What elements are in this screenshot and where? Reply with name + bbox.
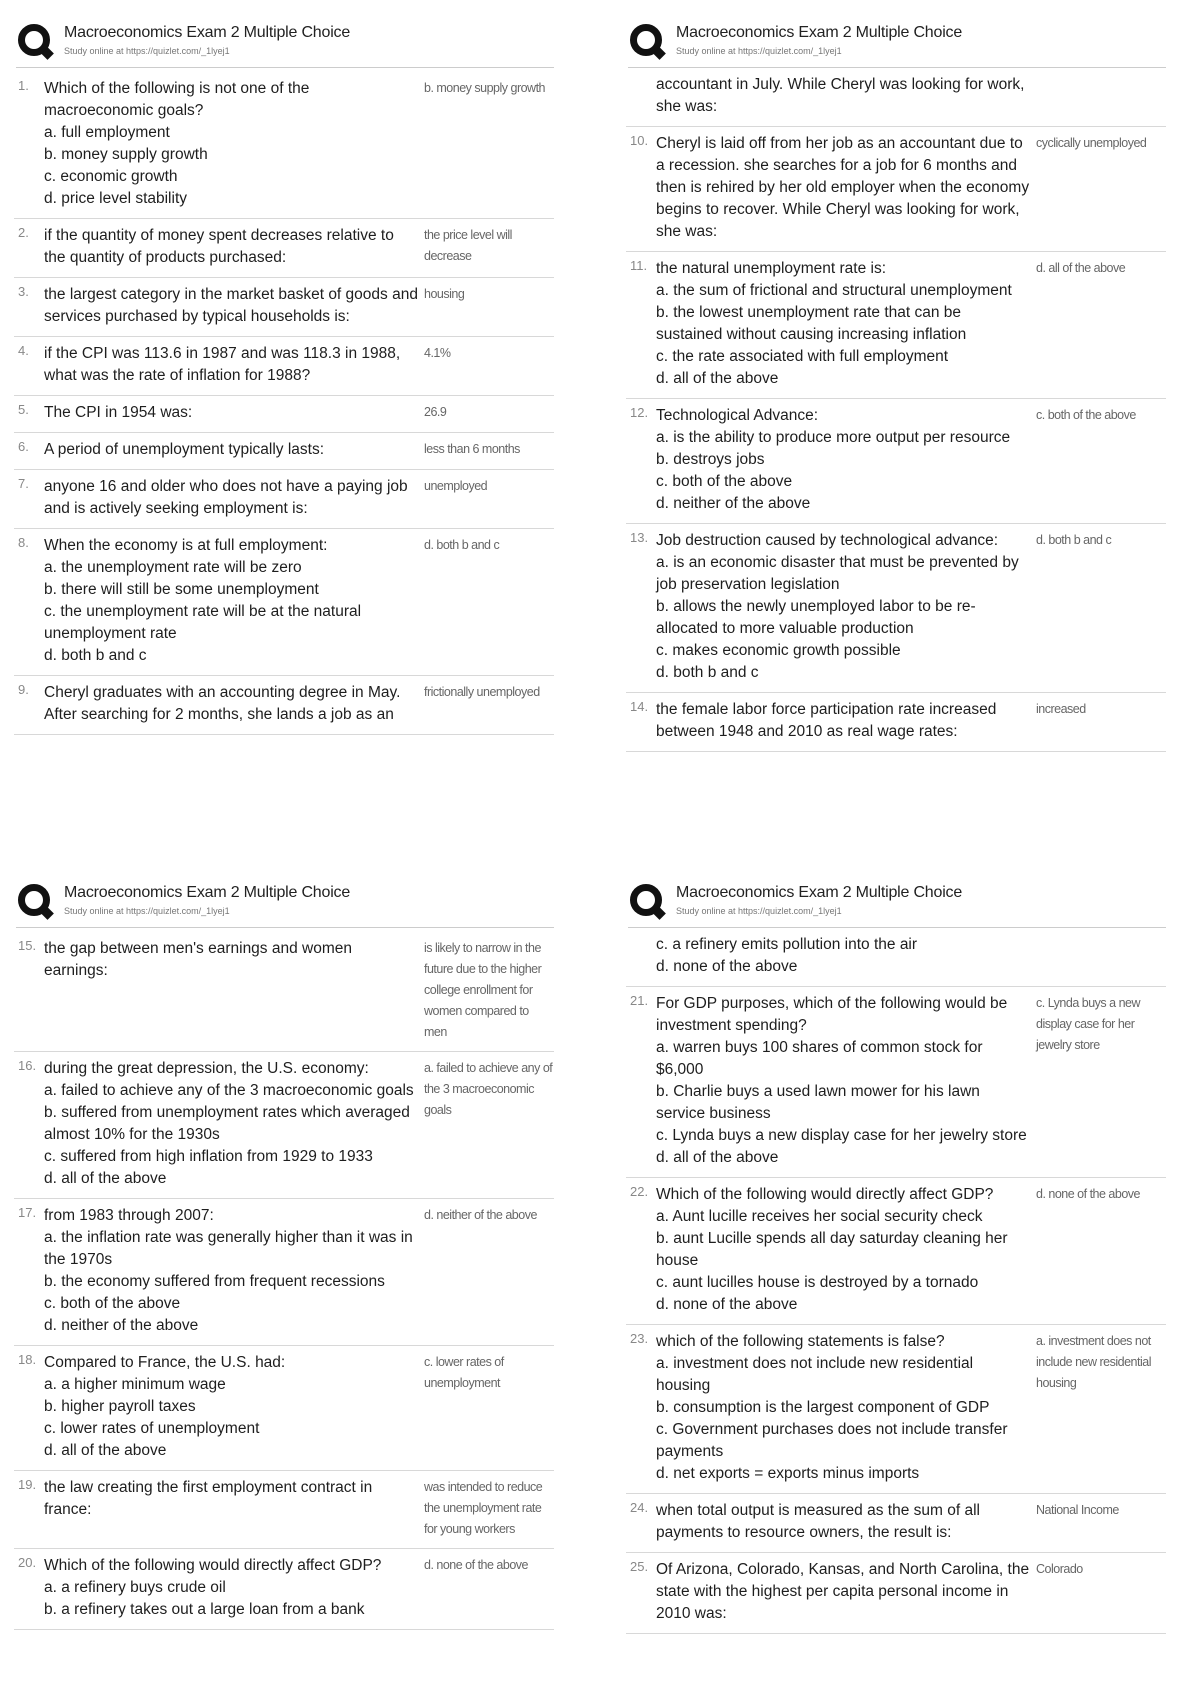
answer-option: b. money supply growth [44, 146, 208, 163]
answer-option: c. the unemployment rate will be at the natural unemployment rate [44, 603, 362, 642]
quizlet-logo-icon [18, 24, 50, 56]
answer-option: a. is an economic disaster that must be prevented by job preservation legislation [656, 554, 1019, 593]
question-text [44, 1205, 424, 1337]
answer-option: d. both b and c [656, 664, 759, 681]
page-subtitle: Study online at https://quizlet.com/_1lyej1 [64, 46, 230, 56]
question-text [656, 699, 1036, 743]
question-stem: Cheryl graduates with an accounting degree in May. After searching for 2 months, she lands a job as an [44, 684, 401, 723]
page-subtitle: Study online at https://quizlet.com/_1lyej1 [676, 46, 842, 56]
question-text [656, 405, 1036, 515]
answer-option: b. there will still be some unemployment [44, 581, 319, 598]
card-continuation [626, 72, 1166, 127]
question-number [626, 74, 656, 118]
answer-text: frictionally unemployed [424, 685, 540, 699]
answer-text: b. money supply growth [424, 81, 546, 95]
question-text [656, 530, 1036, 684]
question-card [626, 987, 1166, 1178]
page-4 [626, 878, 1186, 1678]
answer-option: b. destroys jobs [656, 451, 765, 468]
header-divider [16, 67, 554, 68]
question-stem: Of Arizona, Colorado, Kansas, and North Carolina, the state with the highest per capita personal income in 2010 was: [656, 1561, 1030, 1622]
answer-option: b. a refinery takes out a large loan from a bank [44, 1601, 365, 1618]
answer-text: unemployed [424, 479, 488, 493]
question-stem: When the economy is at full employment: [44, 537, 328, 554]
page-title: Macroeconomics Exam 2 Multiple Choice [676, 884, 963, 901]
answer-option: d. none of the above [656, 958, 798, 975]
question-stem: Compared to France, the U.S. had: [44, 1354, 286, 1371]
answer-text: d. both b and c [1036, 533, 1112, 547]
question-number: 11. [630, 258, 648, 273]
question-stem: the female labor force participation rate increased between 1948 and 2010 as real wage rates: [656, 701, 997, 740]
question-card [14, 72, 554, 219]
question-number: 10. [630, 133, 649, 148]
question-card [14, 932, 554, 1052]
answer-text: d. neither of the above [424, 1208, 537, 1222]
question-stem: the gap between men's earnings and women earnings: [44, 940, 352, 979]
quizlet-logo-icon [630, 24, 662, 56]
answer-option: b. allows the newly unemployed labor to be re-allocated to more valuable production [656, 598, 976, 637]
question-text [656, 1500, 1036, 1544]
question-stem: Which of the following would directly affect GDP? [44, 1557, 382, 1574]
question-text [44, 225, 424, 269]
question-number: 13. [630, 530, 649, 545]
question-number: 24. [630, 1500, 649, 1515]
question-stem: the largest category in the market basket of goods and services purchased by typical households is: [44, 286, 418, 325]
question-card [626, 693, 1166, 752]
answer-text: a. investment does not include new residential housing [1036, 1334, 1151, 1390]
question-number: 20. [18, 1555, 37, 1570]
question-number: 1. [18, 78, 29, 93]
answer-option: a. is the ability to produce more output per resource [656, 429, 1011, 446]
question-stem: from 1983 through 2007: [44, 1207, 214, 1224]
answer-option: d. all of the above [44, 1170, 167, 1187]
question-card [626, 1325, 1166, 1494]
question-stem: Which of the following would directly affect GDP? [656, 1186, 994, 1203]
answer-text: was intended to reduce the unemployment rate for young workers [424, 1480, 543, 1536]
question-stem: The CPI in 1954 was: [44, 404, 193, 421]
answer-text [1036, 74, 1166, 118]
question-text [44, 439, 424, 461]
page-title: Macroeconomics Exam 2 Multiple Choice [64, 24, 351, 41]
answer-option: d. net exports = exports minus imports [656, 1465, 920, 1482]
question-text [44, 284, 424, 328]
answer-option: b. aunt Lucille spends all day saturday cleaning her house [656, 1230, 1008, 1269]
answer-option: a. Aunt lucille receives her social security check [656, 1208, 983, 1225]
question-card [14, 337, 554, 396]
header-divider [16, 927, 554, 928]
answer-option: d. all of the above [656, 370, 779, 387]
question-text [656, 993, 1036, 1169]
question-stem: For GDP purposes, which of the following would be investment spending? [656, 995, 1008, 1034]
question-number: 7. [18, 476, 29, 491]
question-card [14, 396, 554, 433]
answer-option: c. both of the above [44, 1295, 181, 1312]
question-number: 19. [18, 1477, 37, 1492]
question-number [626, 934, 656, 978]
answer-option: c. Government purchases does not include transfer payments [656, 1421, 1008, 1460]
question-card [14, 1346, 554, 1471]
question-text [44, 1555, 424, 1621]
card-list [626, 932, 1186, 1634]
page-2 [626, 18, 1186, 818]
answer-text: c. Lynda buys a new display case for her jewelry store [1036, 996, 1140, 1052]
answer-option: b. higher payroll taxes [44, 1398, 196, 1415]
question-number: 14. [630, 699, 649, 714]
question-card [626, 127, 1166, 252]
question-text [44, 1352, 424, 1462]
question-card [14, 1052, 554, 1199]
question-text [44, 476, 424, 520]
question-card [14, 676, 554, 735]
question-text [44, 682, 424, 726]
question-card [14, 219, 554, 278]
page-header [626, 18, 1186, 66]
answer-text: c. lower rates of unemployment [424, 1355, 504, 1390]
question-stem: Job destruction caused by technological advance: [656, 532, 999, 549]
answer-text: d. none of the above [424, 1558, 528, 1572]
question-number: 21. [630, 993, 649, 1008]
question-stem: if the CPI was 113.6 in 1987 and was 118.3 in 1988, what was the rate of inflation for 1988? [44, 345, 401, 384]
question-stem: the natural unemployment rate is: [656, 260, 887, 277]
quizlet-logo-icon [18, 884, 50, 916]
question-text [656, 934, 1036, 978]
question-number: 17. [18, 1205, 37, 1220]
question-stem: if the quantity of money spent decreases relative to the quantity of products purchased: [44, 227, 394, 266]
answer-option: a. the inflation rate was generally higher than it was in the 1970s [44, 1229, 413, 1268]
card-list [14, 932, 574, 1630]
answer-option: c. aunt lucilles house is destroyed by a tornado [656, 1274, 979, 1291]
question-card [626, 1553, 1166, 1634]
question-text [656, 1184, 1036, 1316]
answer-option: b. the lowest unemployment rate that can be sustained without causing increasing inflation [656, 304, 967, 343]
question-number: 4. [18, 343, 29, 358]
answer-text: d. none of the above [1036, 1187, 1140, 1201]
answer-option: d. none of the above [656, 1296, 798, 1313]
page-title: Macroeconomics Exam 2 Multiple Choice [676, 24, 963, 41]
question-stem: which of the following statements is false? [656, 1333, 945, 1350]
answer-text [1036, 934, 1166, 978]
answer-option: d. neither of the above [656, 495, 811, 512]
question-number: 5. [18, 402, 29, 417]
answer-text: the price level will decrease [424, 228, 512, 263]
answer-text: d. all of the above [1036, 261, 1126, 275]
question-stem: A period of unemployment typically lasts: [44, 441, 324, 458]
question-card [626, 524, 1166, 693]
answer-option: c. the rate associated with full employment [656, 348, 949, 365]
answer-text: 26.9 [424, 405, 447, 419]
answer-text: increased [1036, 702, 1086, 716]
question-number: 6. [18, 439, 29, 454]
question-stem: when total output is measured as the sum of all payments to resource owners, the result is: [656, 1502, 980, 1541]
question-number: 8. [18, 535, 29, 550]
question-number: 18. [18, 1352, 37, 1367]
question-text [656, 74, 1036, 118]
answer-option: c. Lynda buys a new display case for her jewelry store [656, 1127, 1027, 1144]
answer-option: a. failed to achieve any of the 3 macroeconomic goals [44, 1082, 414, 1099]
question-stem: the law creating the first employment contract in france: [44, 1479, 373, 1518]
question-number: 23. [630, 1331, 649, 1346]
question-number: 15. [18, 938, 37, 953]
page-subtitle: Study online at https://quizlet.com/_1lyej1 [64, 906, 230, 916]
answer-text: is likely to narrow in the future due to the higher college enrollment for women compared to men [424, 941, 542, 1039]
answer-option: c. both of the above [656, 473, 793, 490]
answer-option: a. warren buys 100 shares of common stock for $6,000 [656, 1039, 983, 1078]
question-text [44, 1477, 424, 1540]
question-card [14, 433, 554, 470]
question-number: 9. [18, 682, 29, 697]
question-card [14, 1199, 554, 1346]
question-text [656, 1331, 1036, 1485]
answer-option: d. both b and c [44, 647, 147, 664]
question-text [44, 343, 424, 387]
page-1 [14, 18, 574, 818]
answer-option: d. all of the above [656, 1149, 779, 1166]
question-text [44, 78, 424, 210]
question-card [626, 399, 1166, 524]
answer-option: a. a higher minimum wage [44, 1376, 226, 1393]
question-number: 3. [18, 284, 29, 299]
answer-option: b. suffered from unemployment rates which averaged almost 10% for the 1930s [44, 1104, 410, 1143]
quizlet-logo-icon [630, 884, 662, 916]
answer-text: cyclically unemployed [1036, 136, 1147, 150]
question-number: 12. [630, 405, 649, 420]
question-card [14, 529, 554, 676]
answer-option: c. economic growth [44, 168, 178, 185]
question-number: 22. [630, 1184, 649, 1199]
page-header [626, 878, 1186, 926]
page-header [14, 18, 574, 66]
answer-text: c. both of the above [1036, 408, 1136, 422]
answer-option: a. a refinery buys crude oil [44, 1579, 226, 1596]
answer-option: c. makes economic growth possible [656, 642, 901, 659]
answer-option: d. all of the above [44, 1442, 167, 1459]
question-stem: accountant in July. While Cheryl was looking for work, she was: [656, 76, 1025, 115]
answer-option: d. price level stability [44, 190, 188, 207]
answer-option: c. suffered from high inflation from 1929 to 1933 [44, 1148, 373, 1165]
question-number: 2. [18, 225, 29, 240]
question-card [626, 252, 1166, 399]
question-stem: Technological Advance: [656, 407, 819, 424]
question-card [14, 470, 554, 529]
answer-option: a. the unemployment rate will be zero [44, 559, 302, 576]
card-continuation [626, 932, 1166, 987]
page-subtitle: Study online at https://quizlet.com/_1lyej1 [676, 906, 842, 916]
card-list [14, 72, 574, 735]
answer-text: National Income [1036, 1503, 1119, 1517]
answer-text: less than 6 months [424, 442, 520, 456]
question-text [656, 133, 1036, 243]
answer-option: c. lower rates of unemployment [44, 1420, 260, 1437]
header-divider [628, 67, 1166, 68]
question-card [14, 1549, 554, 1630]
question-stem: Which of the following is not one of the macroeconomic goals? [44, 80, 310, 119]
question-text [44, 535, 424, 667]
question-stem: Cheryl is laid off from her job as an accountant due to a recession. she searches for a job for 6 months and then is rehired by her old employer when the economy begins to recover. While Cheryl was looking for work, she was: [656, 135, 1030, 240]
page-title: Macroeconomics Exam 2 Multiple Choice [64, 884, 351, 901]
question-text [656, 258, 1036, 390]
answer-option: b. Charlie buys a used lawn mower for his lawn service business [656, 1083, 980, 1122]
question-number: 16. [18, 1058, 37, 1073]
answer-option: a. investment does not include new residential housing [656, 1355, 974, 1394]
header-divider [628, 927, 1166, 928]
question-card [626, 1494, 1166, 1553]
page-3 [14, 878, 574, 1678]
answer-option: b. the economy suffered from frequent recessions [44, 1273, 385, 1290]
answer-text: Colorado [1036, 1562, 1083, 1576]
answer-text: 4.1% [424, 346, 451, 360]
page-header [14, 878, 574, 926]
answer-option: d. neither of the above [44, 1317, 199, 1334]
answer-option: b. consumption is the largest component of GDP [656, 1399, 990, 1416]
question-number: 25. [630, 1559, 649, 1574]
answer-option: a. the sum of frictional and structural unemployment [656, 282, 1012, 299]
question-text [44, 402, 424, 424]
answer-text: d. both b and c [424, 538, 500, 552]
question-text [656, 1559, 1036, 1625]
answer-option: a. full employment [44, 124, 170, 141]
answer-text: housing [424, 287, 465, 301]
question-card [14, 1471, 554, 1549]
question-stem: during the great depression, the U.S. economy: [44, 1060, 369, 1077]
answer-option: c. a refinery emits pollution into the air [656, 936, 918, 953]
question-stem: anyone 16 and older who does not have a paying job and is actively seeking employment is: [44, 478, 408, 517]
answer-text: a. failed to achieve any of the 3 macroeconomic goals [424, 1061, 553, 1117]
card-list [626, 72, 1186, 752]
question-text [44, 1058, 424, 1190]
question-card [626, 1178, 1166, 1325]
question-text [44, 938, 424, 1043]
question-card [14, 278, 554, 337]
